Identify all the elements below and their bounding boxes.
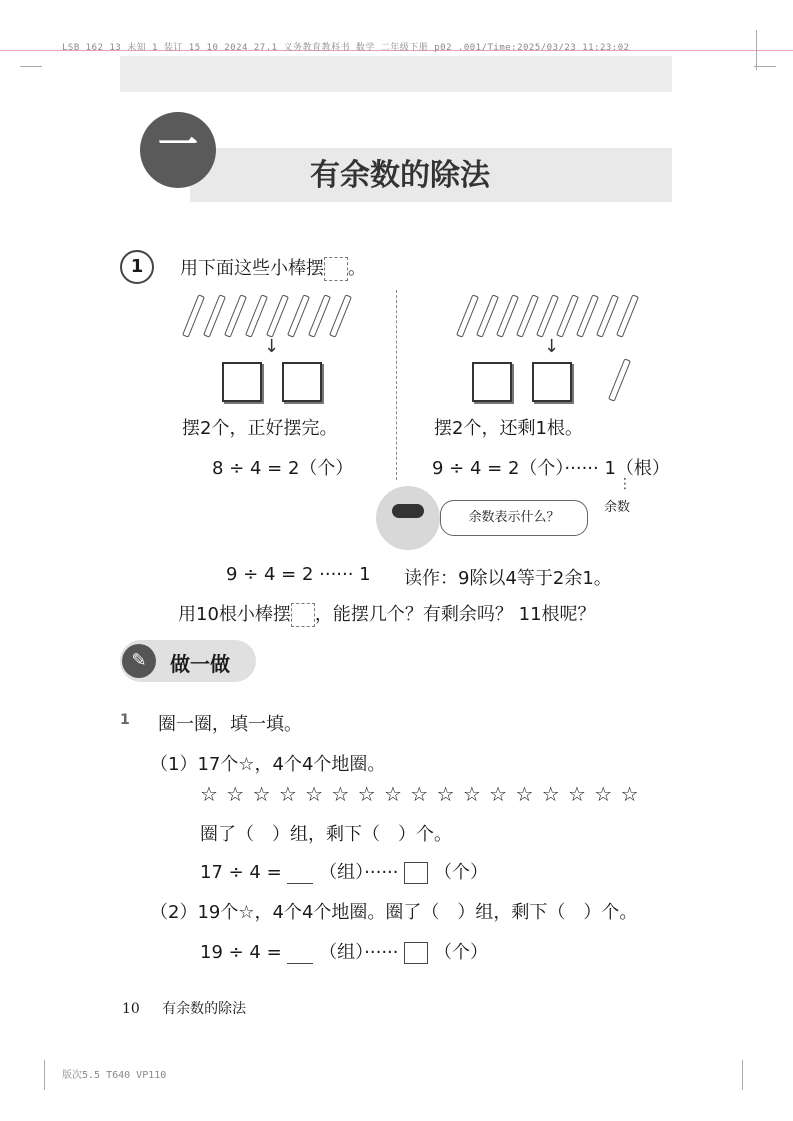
q1-eq-c: （个） <box>433 862 488 883</box>
example-number: 1 <box>120 250 154 284</box>
q2-eq-c: （个） <box>433 942 488 963</box>
footer-section: 有余数的除法 <box>162 1001 247 1017</box>
divider-dashed <box>396 290 397 480</box>
stick-square-icon <box>472 362 512 402</box>
title-band-top <box>120 56 672 92</box>
stick-icon <box>287 294 310 337</box>
q1-equation <box>200 858 488 884</box>
right-equation: 9 ÷ 4 = 2（个）······ 1（根） <box>432 458 670 479</box>
left-equation: 8 ÷ 4 = 2（个） <box>212 458 354 479</box>
crop-mark-right <box>754 66 776 67</box>
stick-icon <box>182 294 205 337</box>
question-part-a: 用10根小棒摆 <box>178 604 291 625</box>
q1-label: （1）17个☆，4个4个地圈。 <box>150 754 386 775</box>
square-shape-icon <box>324 257 348 281</box>
stick-icon <box>203 294 226 337</box>
stick-icon <box>456 294 479 337</box>
footer-code: 版次5.5 T640 VP110 <box>62 1070 167 1081</box>
answer-box[interactable] <box>404 942 428 964</box>
item-title: 圈一圈，填一填。 <box>158 714 302 735</box>
stick-icon <box>329 294 352 337</box>
stick-icon <box>536 294 559 337</box>
stick-icon <box>266 294 289 337</box>
left-description: 摆2个，正好摆完。 <box>182 418 338 439</box>
speech-bubble: 余数表示什么？ <box>440 500 588 536</box>
stick-icon <box>476 294 499 337</box>
square-shape-icon <box>291 603 315 627</box>
read-equation: 9 ÷ 4 = 2 ······ 1 <box>226 564 371 585</box>
stick-square-icon <box>282 362 322 402</box>
example-prompt-end: 。 <box>348 258 366 279</box>
crop-mark-left <box>20 66 42 67</box>
stick-icon <box>308 294 331 337</box>
crop-vline-bl <box>44 1060 45 1090</box>
example-prompt-text: 用下面这些小棒摆 <box>180 258 324 279</box>
stick-icon <box>616 294 639 337</box>
q2-eq-a: 19 ÷ 4 = <box>200 942 282 963</box>
crop-vline-br <box>742 1060 743 1090</box>
arrow-down-icon: ↓ <box>264 336 280 357</box>
q1-fill-text: 圈了（ ）组，剩下（ ）个。 <box>200 824 452 845</box>
answer-blank[interactable] <box>287 943 313 964</box>
stick-square-icon <box>532 362 572 402</box>
print-header: LSB 162 13 未知 1 装订 15 10 2024 27.1 义务教育教科书 数学 二年级下册 p02 .001/Time:2025/03/23 11:23:02 <box>62 43 630 53</box>
example-prompt <box>180 254 366 281</box>
q2-equation <box>200 938 488 964</box>
follow-up-question <box>178 600 596 627</box>
remainder-dots: ⋮ <box>618 476 632 492</box>
remainder-label: 余数 <box>604 500 631 515</box>
stick-icon <box>596 294 619 337</box>
right-description: 摆2个，还剩1根。 <box>434 418 583 439</box>
page-footer <box>122 998 246 1018</box>
q1-eq-a: 17 ÷ 4 = <box>200 862 282 883</box>
robot-avatar-icon <box>376 486 440 550</box>
answer-blank[interactable] <box>287 863 313 884</box>
stick-icon <box>576 294 599 337</box>
stick-icon <box>496 294 519 337</box>
read-as: 读作：9除以4等于2余1。 <box>404 568 612 589</box>
q1-eq-b: （组）······ <box>319 862 399 883</box>
robot-visor <box>392 504 424 518</box>
page-number: 10 <box>122 1001 140 1017</box>
question-part-b: ，能摆几个？有剩余吗？ 11根呢？ <box>314 604 596 625</box>
stick-icon <box>516 294 539 337</box>
answer-box[interactable] <box>404 862 428 884</box>
leftover-stick-icon <box>608 358 631 401</box>
q2-label: （2）19个☆，4个4个地圈。圈了（ ）组，剩下（ ）个。 <box>150 902 638 923</box>
stick-square-icon <box>222 362 262 402</box>
item-number: 1 <box>120 712 130 728</box>
stars-row: ☆ ☆ ☆ ☆ ☆ ☆ ☆ ☆ ☆ ☆ ☆ ☆ ☆ ☆ ☆ ☆ ☆ <box>200 782 640 806</box>
q2-eq-b: （组）······ <box>319 942 399 963</box>
practice-label: 做一做 <box>170 652 230 676</box>
stick-icon <box>224 294 247 337</box>
chapter-number: 一 <box>158 122 198 168</box>
arrow-down-icon: ↓ <box>544 336 560 357</box>
crop-vline-right <box>756 30 757 70</box>
chapter-title: 有余数的除法 <box>310 158 490 193</box>
stick-icon <box>556 294 579 337</box>
practice-icon: ✎ <box>122 644 156 678</box>
stick-icon <box>245 294 268 337</box>
